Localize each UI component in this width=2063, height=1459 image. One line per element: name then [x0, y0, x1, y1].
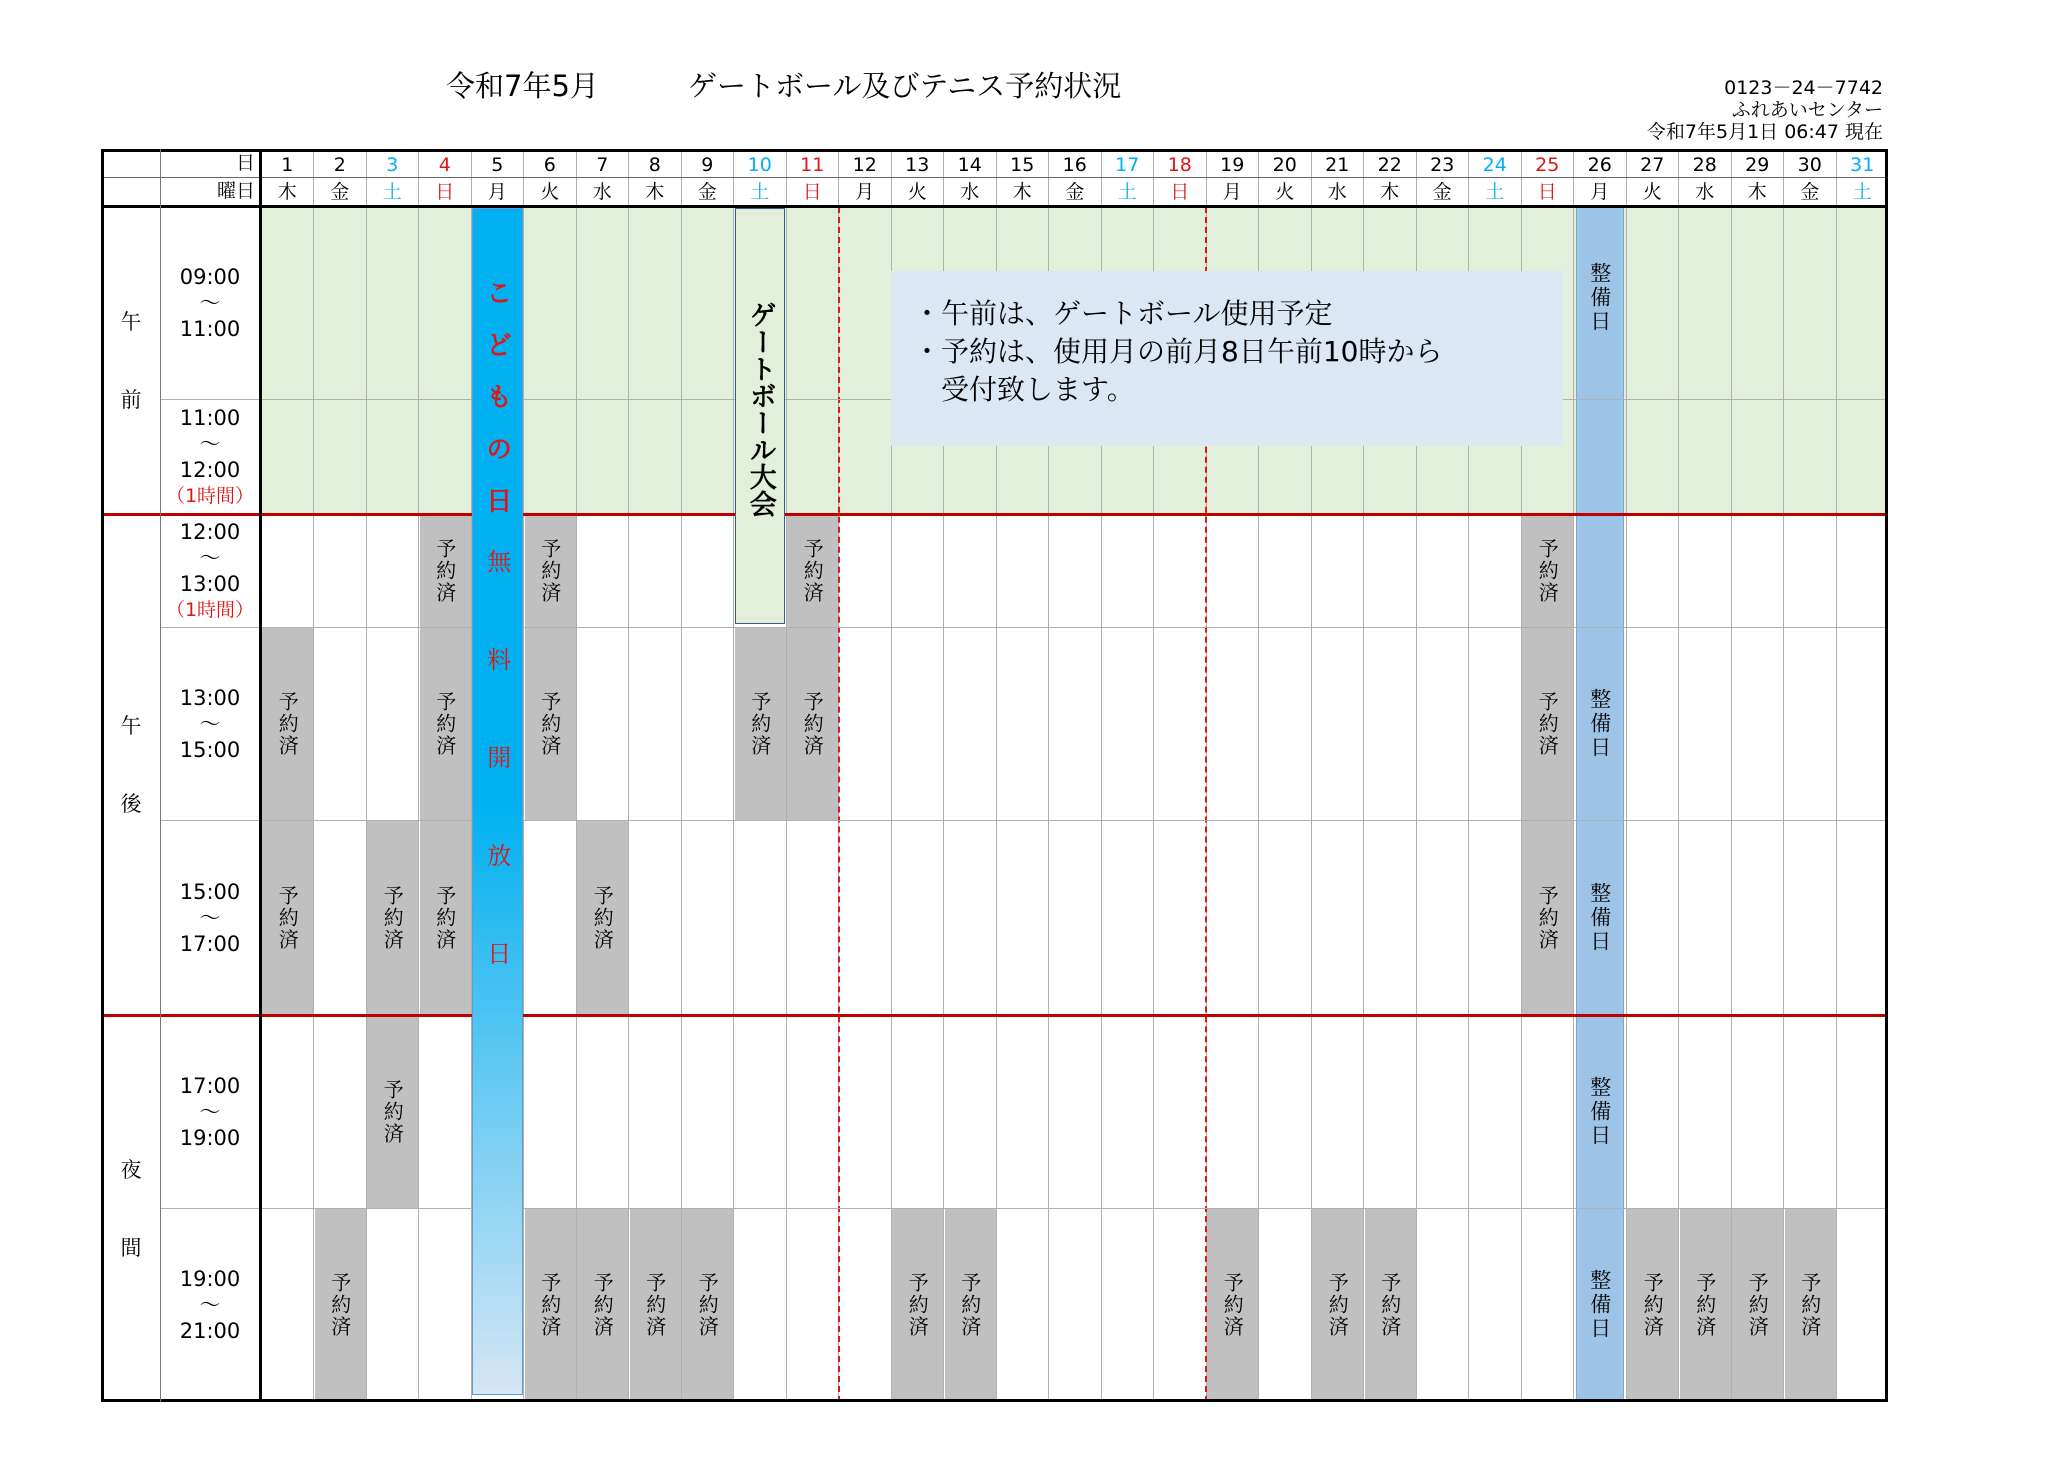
- day-number: 11: [800, 154, 825, 176]
- weekday-name: 金: [1065, 181, 1085, 203]
- time-slot-label: [163, 1208, 257, 1402]
- childrens-day-subtitle: 無料開放日: [482, 549, 511, 1039]
- grid-vline: [523, 149, 524, 1402]
- day-number: 21: [1325, 154, 1350, 176]
- reserved-label: 予約済: [1535, 884, 1560, 951]
- time-slot-start: 12:00: [179, 519, 241, 544]
- weekday-name: 土: [382, 181, 402, 203]
- notice-line: ・午前は、ゲートボール使用予定: [913, 297, 1333, 330]
- childrens-day-bar: [472, 208, 523, 1395]
- reserved-label: 予約済: [432, 884, 457, 951]
- time-slot-tilde: ～: [199, 1099, 221, 1124]
- reserved-block: [1522, 514, 1574, 627]
- day-number: 20: [1272, 154, 1297, 176]
- maintenance-label: 整備日: [1587, 1075, 1612, 1148]
- weekday-name: 水: [1695, 181, 1715, 203]
- updated-timestamp: 令和7年5月1日 06:47 現在: [1646, 121, 1883, 143]
- reserved-label: 予約済: [380, 884, 405, 951]
- day-number: 15: [1010, 154, 1035, 176]
- time-slot-label: [163, 627, 257, 820]
- time-slot-end: 11:00: [179, 317, 241, 341]
- period-label-char: 夜: [120, 1157, 142, 1182]
- grid-vline: [366, 149, 367, 1402]
- reserved-label: 予約済: [800, 690, 825, 757]
- weekday-name: 木: [1012, 181, 1032, 203]
- weekday-name: 火: [907, 181, 927, 203]
- time-slot-start: 19:00: [179, 1267, 241, 1291]
- day-number: 24: [1482, 154, 1507, 176]
- weekday-name: 金: [697, 181, 717, 203]
- weekday-name: 月: [855, 181, 875, 203]
- grid-vline: [418, 149, 419, 1402]
- contact-info: [1647, 77, 1883, 143]
- day-number: 4: [438, 154, 451, 176]
- weekday-name: 金: [1432, 181, 1452, 203]
- reserved-block: [945, 1208, 997, 1402]
- reserved-block: [420, 627, 472, 820]
- period-divider: [101, 1014, 1888, 1017]
- time-slot-tilde: ～: [199, 905, 221, 930]
- reserved-block: [682, 1208, 734, 1402]
- time-slot-label: [163, 514, 257, 627]
- day-number: 29: [1745, 154, 1770, 176]
- day-number: 7: [596, 154, 609, 176]
- weekday-name: 月: [487, 181, 507, 203]
- time-slot-start: 13:00: [179, 685, 241, 710]
- day-number: 16: [1062, 154, 1087, 176]
- grid-hline: [161, 1208, 1888, 1209]
- reserved-block: [1627, 1208, 1679, 1402]
- weekday-name: 火: [540, 181, 560, 203]
- reserved-label: 予約済: [905, 1272, 930, 1338]
- day-number: 25: [1535, 154, 1560, 176]
- time-slot-note: （1時間）: [165, 598, 255, 621]
- weekday-name: 木: [1380, 181, 1400, 203]
- reserved-block: [525, 514, 577, 627]
- weekday-name: 土: [750, 181, 770, 203]
- period-divider: [101, 513, 1888, 516]
- reserved-label: 予約済: [537, 537, 562, 604]
- gateball-event-block: [735, 208, 786, 624]
- grid-vline: [1731, 149, 1732, 1402]
- weekday-name: 金: [330, 181, 350, 203]
- reserved-block: [525, 1208, 577, 1402]
- reserved-label: 予約済: [800, 537, 825, 604]
- reserved-block: [787, 627, 839, 820]
- notice-line: ・予約は、使用月の前月8日午前10時から: [913, 335, 1443, 368]
- period-label: [116, 207, 146, 514]
- reserved-block: [1680, 1208, 1732, 1402]
- maintenance-block: [1574, 207, 1627, 514]
- reserved-label: 予約済: [1325, 1272, 1350, 1338]
- weekday-name: 木: [1747, 181, 1767, 203]
- reserved-block: [787, 514, 839, 627]
- weekday-name: 土: [1485, 181, 1505, 203]
- weekday-name: 日: [1537, 181, 1557, 203]
- reserved-block: [1207, 1208, 1259, 1402]
- frame-left: [101, 149, 104, 1402]
- day-number: 14: [957, 154, 982, 176]
- grid-vline: [313, 149, 314, 1402]
- reserved-label: 予約済: [590, 1272, 615, 1338]
- dashed-divider: [838, 207, 840, 1402]
- frame-right: [1885, 149, 1888, 1402]
- grid-vline: [681, 149, 682, 1402]
- day-number: 19: [1220, 154, 1245, 176]
- grid-vline: [1783, 149, 1784, 1402]
- reserved-block: [1522, 820, 1574, 1015]
- reserved-label: 予約済: [1377, 1272, 1402, 1338]
- reserved-label: 予約済: [1640, 1272, 1665, 1338]
- notice-box: [891, 271, 1563, 446]
- grid-vline: [1678, 149, 1679, 1402]
- weekday-name: 火: [1275, 181, 1295, 203]
- time-slot-tilde: ～: [199, 545, 221, 570]
- time-slot-start: 09:00: [179, 265, 241, 289]
- period-label-char: 午: [120, 309, 142, 334]
- label-divider: [259, 149, 262, 1402]
- reserved-block: [315, 1208, 367, 1402]
- weekday-name: 木: [277, 181, 297, 203]
- time-slot-end: 13:00: [179, 571, 241, 596]
- day-number: 5: [491, 154, 504, 176]
- grid-vline: [628, 149, 629, 1402]
- period-label-char: 間: [120, 1235, 142, 1260]
- reserved-label: 予約済: [537, 1272, 562, 1338]
- grid-vline: [1836, 149, 1837, 1402]
- reserved-label: 予約済: [275, 690, 300, 757]
- time-slot-note: （1時間）: [165, 484, 255, 507]
- time-slot-start: 15:00: [179, 879, 241, 904]
- grid-vline: [1626, 149, 1627, 1402]
- time-slot-label: [163, 207, 257, 399]
- reserved-label: 予約済: [1535, 690, 1560, 757]
- reserved-block: [1732, 1208, 1784, 1402]
- period-col-divider: [160, 149, 161, 1402]
- title-month: 令和7年5月: [446, 69, 599, 103]
- reserved-label: 予約済: [642, 1272, 667, 1338]
- reserved-label: 予約済: [432, 537, 457, 604]
- frame-bottom: [101, 1399, 1888, 1402]
- maintenance-block: [1574, 1208, 1627, 1402]
- day-number: 3: [386, 154, 399, 176]
- day-number: 27: [1640, 154, 1665, 176]
- weekday-name: 水: [1327, 181, 1347, 203]
- reserved-label: 予約済: [537, 690, 562, 757]
- time-slot-end: 12:00: [179, 457, 241, 482]
- reserved-label: 予約済: [275, 884, 300, 951]
- reserved-block: [1522, 627, 1574, 820]
- day-number: 6: [543, 154, 556, 176]
- reserved-block: [1312, 1208, 1364, 1402]
- reserved-label: 予約済: [695, 1272, 720, 1338]
- day-number: 26: [1587, 154, 1612, 176]
- time-slot-tilde: ～: [199, 291, 221, 315]
- weekday-name: 日: [1170, 181, 1190, 203]
- weekday-name: 日: [802, 181, 822, 203]
- grid-hline: [161, 627, 1888, 628]
- reserved-block: [1365, 1208, 1417, 1402]
- reserved-block: [525, 627, 577, 820]
- time-slot-tilde: ～: [199, 431, 221, 456]
- day-number: 23: [1430, 154, 1455, 176]
- maintenance-label: 整備日: [1587, 881, 1612, 954]
- period-label-char: 後: [120, 791, 142, 816]
- maintenance-label: 整備日: [1587, 1269, 1612, 1341]
- notice-line: 受付致します。: [913, 373, 1135, 406]
- time-slot-end: 17:00: [179, 931, 241, 956]
- reserved-block: [420, 820, 472, 1015]
- grid-hline: [161, 820, 1888, 821]
- time-slot-start: 11:00: [179, 405, 241, 430]
- maintenance-label: 整備日: [1587, 262, 1612, 334]
- day-number: 1: [281, 154, 294, 176]
- day-number: 10: [747, 154, 772, 176]
- weekday-name: 水: [592, 181, 612, 203]
- time-slot-label: [163, 399, 257, 514]
- time-slot-end: 19:00: [179, 1125, 241, 1150]
- maintenance-label: 整備日: [1587, 687, 1612, 760]
- weekday-name: 土: [1117, 181, 1137, 203]
- weekday-name: 火: [1642, 181, 1662, 203]
- reserved-label: 予約済: [1745, 1272, 1770, 1338]
- time-slot-end: 21:00: [179, 1319, 241, 1343]
- reserved-block: [1785, 1208, 1837, 1402]
- day-number: 17: [1115, 154, 1140, 176]
- day-number: 31: [1850, 154, 1875, 176]
- reserved-block: [735, 627, 787, 820]
- weekday-name: 金: [1800, 181, 1820, 203]
- reserved-label: 予約済: [590, 884, 615, 951]
- reservation-table: [101, 149, 1888, 1402]
- period-label: [116, 1015, 146, 1402]
- day-number: 8: [648, 154, 661, 176]
- day-number: 28: [1692, 154, 1717, 176]
- time-slot-end: 15:00: [179, 737, 241, 762]
- day-number: 18: [1167, 154, 1192, 176]
- reserved-block: [367, 820, 419, 1015]
- reserved-block: [577, 820, 629, 1015]
- weekday-name: 日: [435, 181, 455, 203]
- time-slot-start: 17:00: [179, 1073, 241, 1098]
- weekday-name: 木: [645, 181, 665, 203]
- reserved-block: [262, 627, 314, 820]
- day-number: 12: [852, 154, 877, 176]
- day-header-label: 日: [235, 152, 255, 174]
- reserved-label: 予約済: [1797, 1272, 1822, 1338]
- reserved-block: [892, 1208, 944, 1402]
- reserved-block: [420, 514, 472, 627]
- grid-vline: [786, 149, 787, 1402]
- period-label: [116, 514, 146, 1015]
- maintenance-block: [1574, 627, 1627, 820]
- reserved-label: 予約済: [957, 1272, 982, 1338]
- day-number: 30: [1797, 154, 1822, 176]
- reserved-block: [262, 820, 314, 1015]
- grid-vline: [576, 149, 577, 1402]
- reserved-label: 予約済: [327, 1272, 352, 1338]
- time-slot-tilde: ～: [199, 1293, 221, 1317]
- time-slot-label: [163, 1015, 257, 1208]
- phone-number: 0123－24－7742: [1724, 77, 1883, 99]
- day-number: 13: [905, 154, 930, 176]
- period-label-char: 午: [120, 713, 142, 738]
- day-number: 22: [1377, 154, 1402, 176]
- day-number: 2: [333, 154, 346, 176]
- page-title: ゲートボール及びテニス予約状況: [688, 69, 1122, 103]
- reserved-label: 予約済: [432, 690, 457, 757]
- reserved-label: 予約済: [1692, 1272, 1717, 1338]
- day-number: 9: [701, 154, 714, 176]
- weekday-name: 月: [1590, 181, 1610, 203]
- childrens-day-title: こどもの日: [481, 279, 512, 539]
- reserved-label: 予約済: [380, 1078, 405, 1145]
- weekday-name: 水: [960, 181, 980, 203]
- reserved-block: [367, 1015, 419, 1208]
- reserved-label: 予約済: [747, 690, 772, 757]
- reserved-block: [577, 1208, 629, 1402]
- time-slot-label: [163, 820, 257, 1015]
- period-label-char: 前: [120, 387, 142, 412]
- maintenance-block: [1574, 1015, 1627, 1208]
- reserved-block: [630, 1208, 682, 1402]
- grid-vline: [1573, 149, 1574, 1402]
- facility-name: ふれあいセンター: [1731, 99, 1883, 121]
- maintenance-block: [1574, 820, 1627, 1015]
- gateball-event-label: ゲートボール大会: [744, 301, 776, 517]
- reserved-label: 予約済: [1220, 1272, 1245, 1338]
- weekday-header-label: 曜日: [216, 180, 255, 202]
- weekday-name: 土: [1852, 181, 1872, 203]
- time-slot-tilde: ～: [199, 711, 221, 736]
- weekday-name: 月: [1222, 181, 1242, 203]
- reserved-label: 予約済: [1535, 537, 1560, 604]
